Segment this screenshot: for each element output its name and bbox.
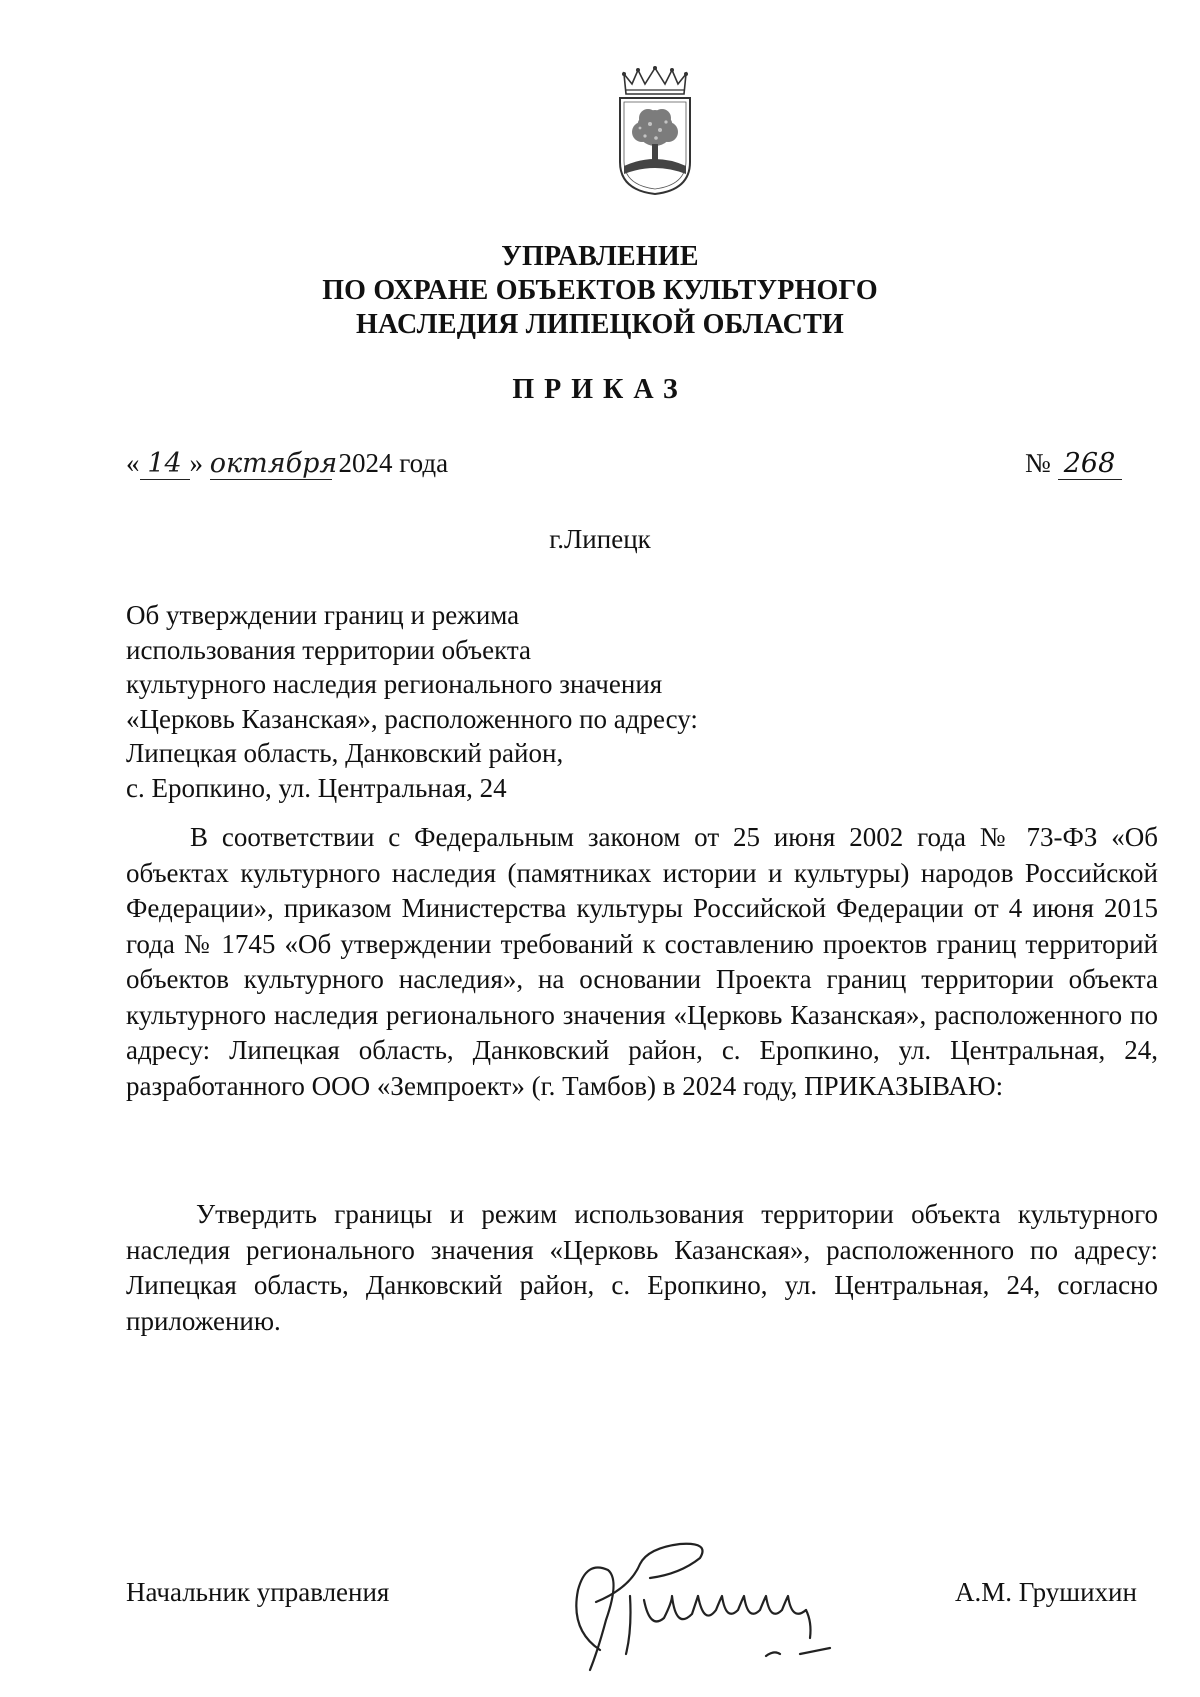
number-prefix: № <box>1025 448 1051 478</box>
order-date <box>126 448 448 480</box>
signatory-name: А.М. Грушихин <box>955 1577 1137 1607</box>
signatory-position: Начальник управления <box>126 1577 390 1607</box>
order-number <box>1025 448 1122 480</box>
preamble-paragraph: В соответствии с Федеральным законом от 25 июня 2002 года № 73-ФЗ «Об объектах культурного наследия (памятниках истории и культуры) народов Российской Федерации», приказом Министерства культуры Российской Федерации от 4 июня 2015 года № 1745 «Об утверждении требований к составлению проектов границ территорий объектов культурного наследия», на основании Проекта границ территории объекта культурного наследия регионального значения «Церковь Казанская», расположенного по адресу: Липецкая область, Данковский район, с. Еропкино, ул. Центральная, 24, разработанного ООО «Земпроект» (г. Тамбов) в 2024 году, ПРИКАЗЫВАЮ: <box>126 822 1158 1101</box>
subject-line: Об утверждении границ и режима <box>126 600 520 630</box>
organization-name <box>0 240 1200 342</box>
handwritten-signature <box>560 1530 880 1680</box>
date-close-quote: » <box>189 448 203 478</box>
date-year: 2024 года <box>338 448 449 478</box>
number-value: 268 <box>1058 448 1122 480</box>
date-day: 14 <box>140 448 190 480</box>
subject-line: «Церковь Казанская», расположенного по адресу: <box>126 703 698 734</box>
city: г.Липецк <box>549 524 651 554</box>
date-open-quote: « <box>126 448 140 478</box>
date-month: октября <box>209 448 338 479</box>
subject-line: культурного наследия регионального значения <box>126 669 663 699</box>
subject-line: использования территории объекта <box>126 634 531 665</box>
subject-line: Липецкая область, Данковский район, <box>126 738 564 768</box>
lipetsk-coat-of-arms-icon <box>612 66 698 196</box>
order-clause-paragraph: Утвердить границы и режим использования территории объекта культурного наследия регионального значения «Церковь Казанская», расположенного по адресу: Липецкая область, Данковский район, с. Еропкино, ул. Центральная, 24, согласно приложению. <box>126 1199 1158 1336</box>
organization-line: НАСЛЕДИЯ ЛИПЕЦКОЙ ОБЛАСТИ <box>356 309 844 340</box>
organization-line: УПРАВЛЕНИЕ <box>501 241 699 272</box>
order-subject <box>126 598 698 805</box>
organization-line: ПО ОХРАНЕ ОБЪЕКТОВ КУЛЬТУРНОГО <box>322 275 878 306</box>
order-title: ПРИКАЗ <box>512 374 688 405</box>
subject-line: с. Еропкино, ул. Центральная, 24 <box>126 772 507 803</box>
